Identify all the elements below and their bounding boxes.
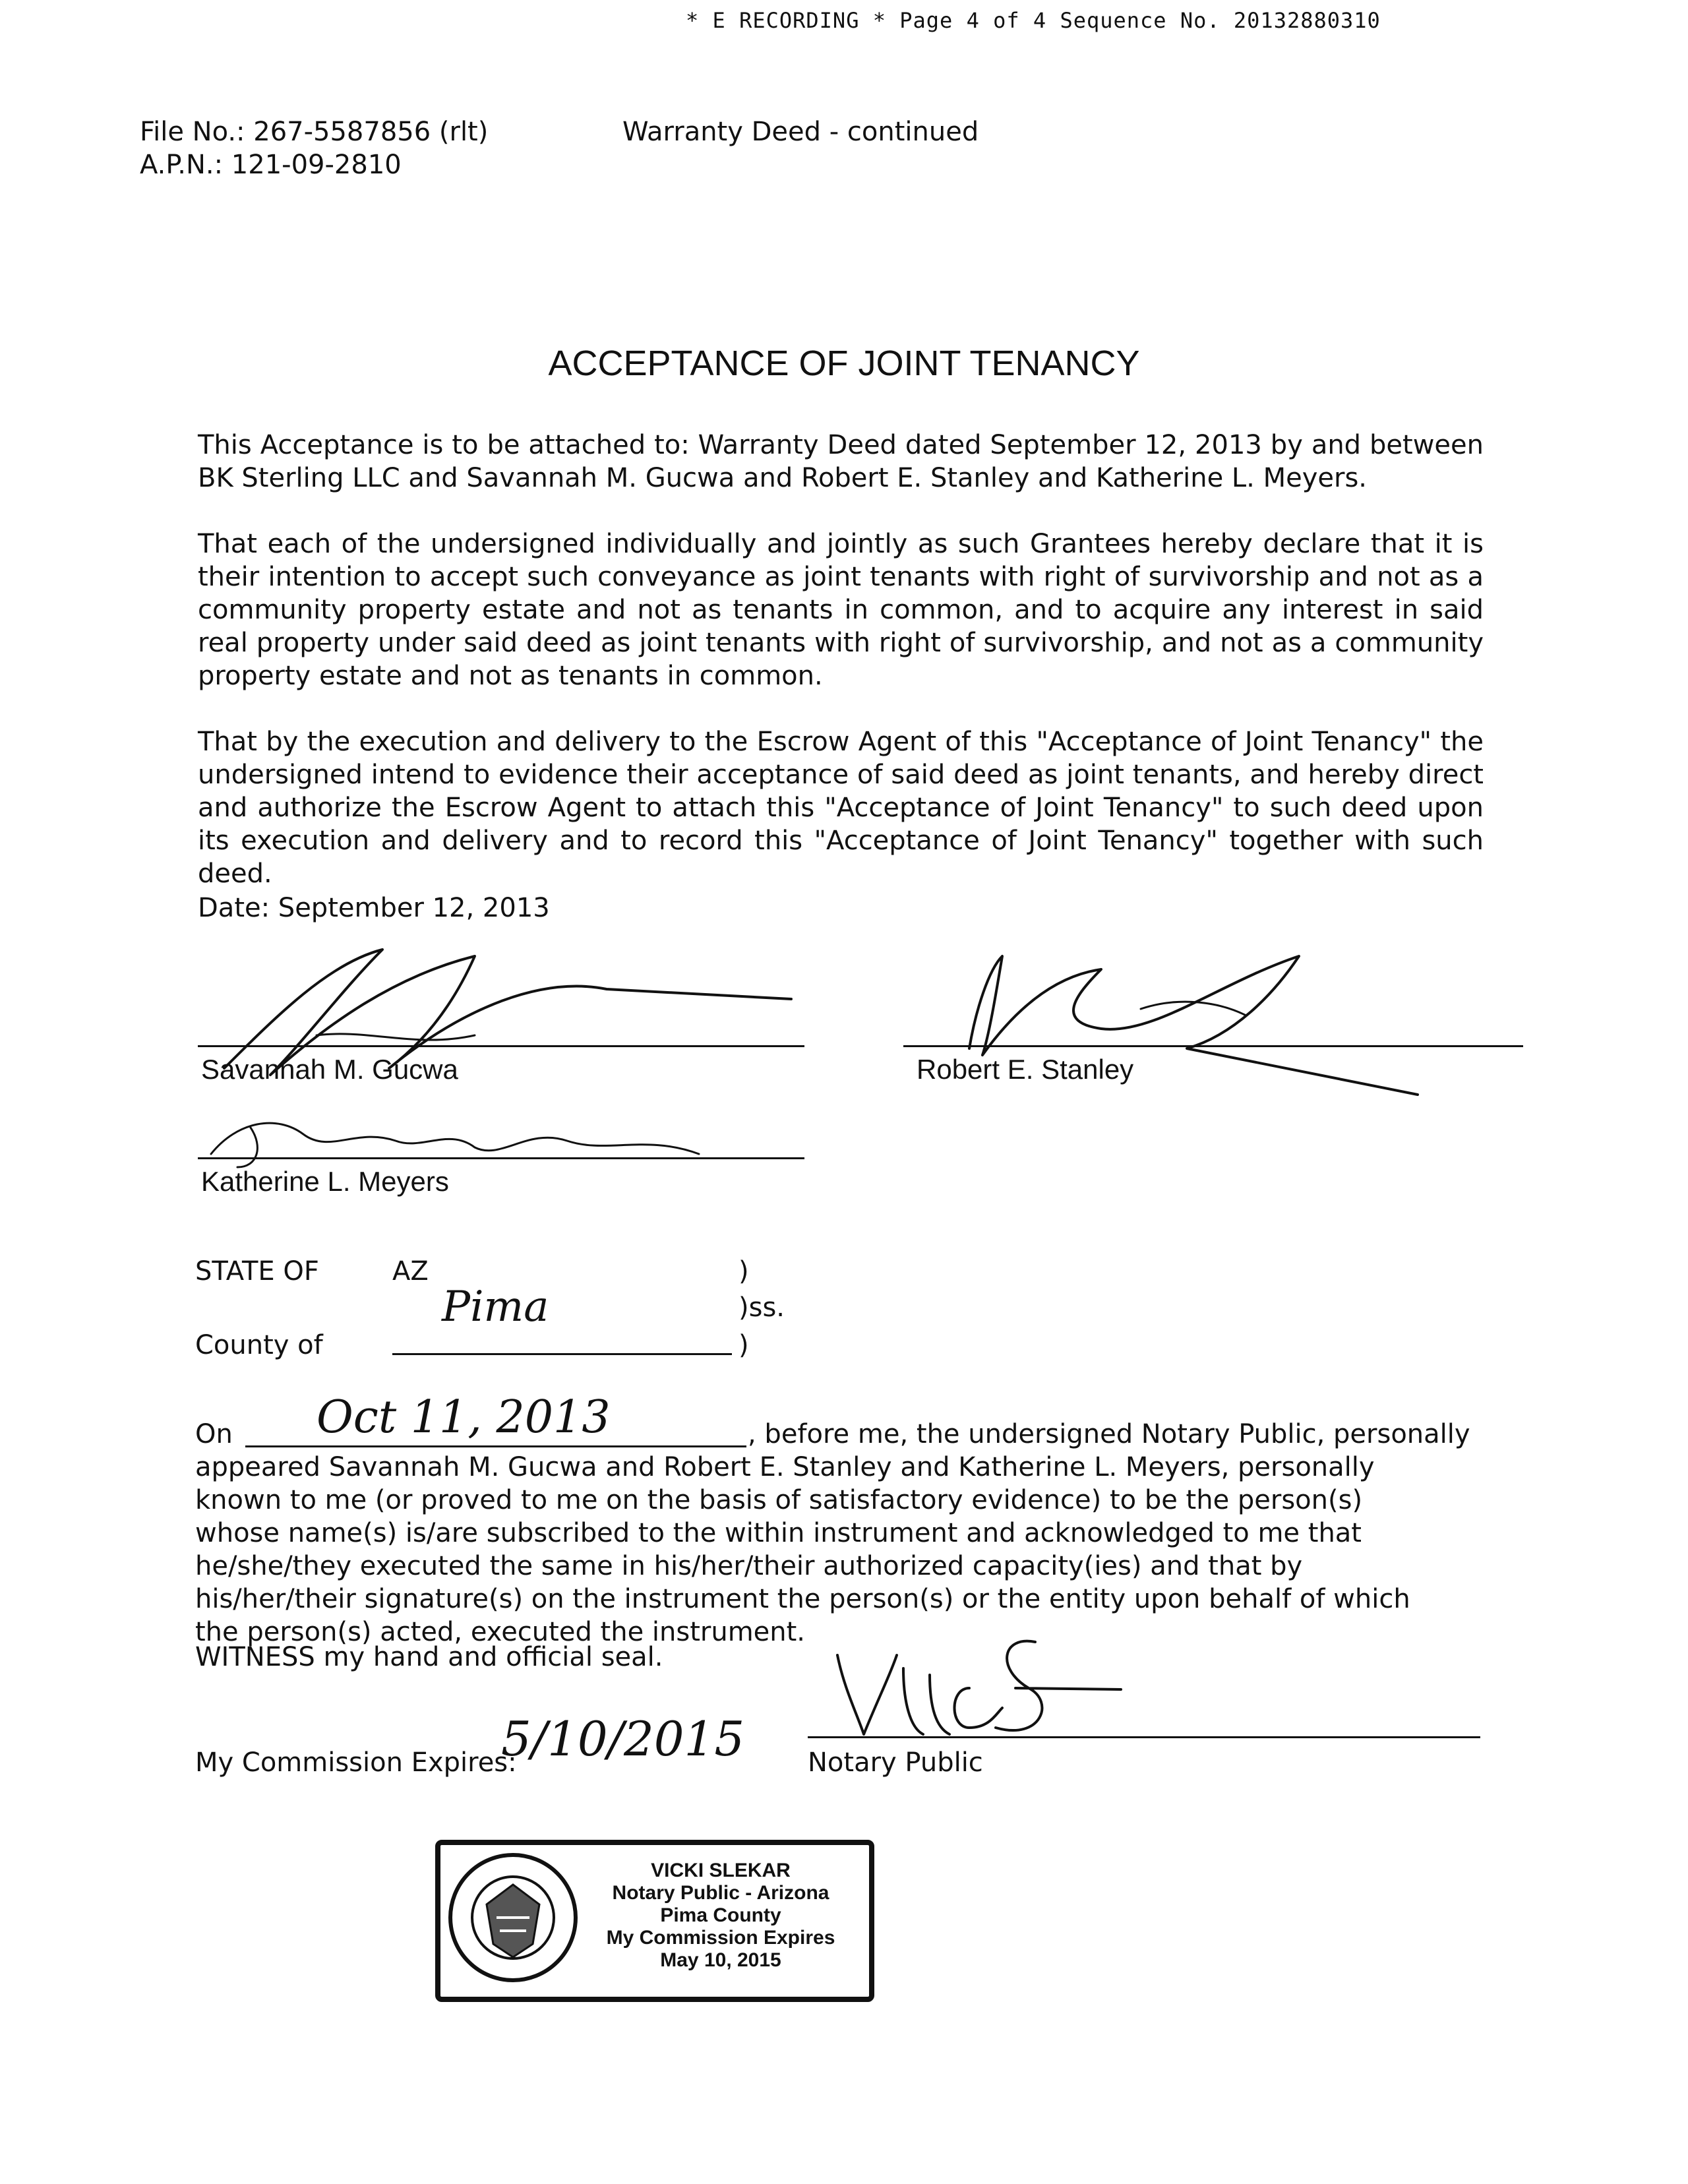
- document-title: ACCEPTANCE OF JOINT TENANCY: [548, 344, 1140, 383]
- paren-top: ): [738, 1256, 749, 1287]
- date-line: [245, 1445, 746, 1447]
- stamp-county: Pima County: [660, 1904, 781, 1926]
- county-line: [392, 1353, 732, 1355]
- robert-name: Robert E. Stanley: [917, 1054, 1134, 1085]
- paragraph-intention: That each of the undersigned individually and jointly as such Grantees hereby declare that it is their intention to accept such conveyance as joint tenants with right of survivorship and not as a community property estate and not as tenants in common, and to acquire any interest in said real property under said deed as joint tenants with right of survivorship, and not as a community property estate and not as tenants in common.: [198, 529, 1484, 691]
- state-seal-icon: [447, 1852, 579, 1984]
- stamp-notary-name: VICKI SLEKAR: [651, 1860, 791, 1881]
- apn-number: A.P.N.: 121-09-2810: [140, 150, 402, 180]
- stamp-commission-date: May 10, 2015: [660, 1949, 781, 1971]
- paren-ss: )ss.: [738, 1292, 785, 1323]
- acceptance-date: Date: September 12, 2013: [198, 893, 550, 923]
- paren-bottom: ): [738, 1330, 749, 1360]
- recording-header: * E RECORDING * Page 4 of 4 Sequence No. 20132880310: [686, 8, 1381, 33]
- paragraph-attachment: This Acceptance is to be attached to: Warranty Deed dated September 12, 2013 by and between BK Sterling LLC and Savannah M. Gucwa and Robert E. Stanley and Katherine L. Meyers.: [198, 430, 1484, 493]
- stamp-text-block: [586, 1860, 856, 1972]
- katherine-name: Katherine L. Meyers: [201, 1166, 449, 1197]
- county-label: County of: [195, 1330, 323, 1360]
- commission-label: My Commission Expires:: [195, 1747, 517, 1778]
- acknowledgment-first-line: , before me, the undersigned Notary Public, personally: [748, 1419, 1470, 1449]
- savannah-name: Savannah M. Gucwa: [201, 1054, 458, 1085]
- acknowledgment-date: Oct 11, 2013: [316, 1391, 611, 1443]
- county-value: Pima: [442, 1283, 549, 1331]
- notary-signature-line: [808, 1736, 1480, 1738]
- robert-signature-line: [903, 1045, 1523, 1047]
- katherine-signature-line: [198, 1157, 804, 1159]
- stamp-commission-label: My Commission Expires: [606, 1927, 835, 1949]
- state-label: STATE OF: [195, 1256, 319, 1287]
- savannah-signature-line: [198, 1045, 804, 1047]
- state-value: AZ: [392, 1256, 429, 1287]
- notary-stamp: [435, 1840, 874, 2002]
- file-number: File No.: 267-5587856 (rlt): [140, 117, 489, 147]
- paragraph-execution: That by the execution and delivery to the Escrow Agent of this "Acceptance of Joint Tenancy" the undersigned intend to evidence their acceptance of said deed as joint tenants, and hereby direct and authorize the Escrow Agent to attach this "Acceptance of Joint Tenancy" to such deed upon its execution and delivery and to record this "Acceptance of Joint Tenancy" together with such deed.: [198, 727, 1484, 889]
- on-label: On: [195, 1419, 233, 1449]
- commission-date: 5/10/2015: [501, 1711, 745, 1767]
- file-meta: [140, 115, 488, 181]
- witness-statement: WITNESS my hand and official seal.: [195, 1642, 663, 1672]
- notary-public-label: Notary Public: [808, 1747, 983, 1778]
- stamp-title: Notary Public - Arizona: [612, 1882, 829, 1904]
- notary-signature: [818, 1616, 1160, 1747]
- document-type: Warranty Deed - continued: [622, 117, 979, 147]
- acknowledgment-body: appeared Savannah M. Gucwa and Robert E. Stanley and Katherine L. Meyers, personally known to me (or proved to me on the basis of satisfactory evidence) to be the person(s) whose name(s) is/are subscribed to the within instrument and acknowledged to me that he/she/they executed the same in his/her/their authorized capacity(ies) and that by his/her/their signature(s) on the instrument the person(s) or the entity upon behalf of which the person(s) acted, executed the instrument.: [195, 1452, 1410, 1647]
